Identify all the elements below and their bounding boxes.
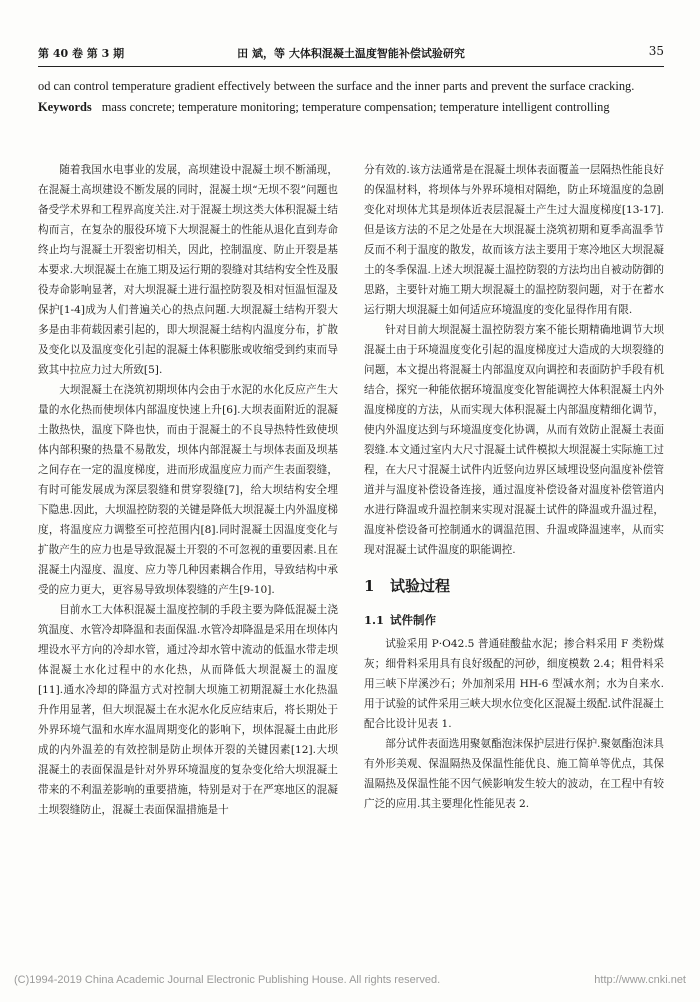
intro-paragraph-4: 分有效的.该方法通常是在混凝土坝体表面覆盖一层隔热性能良好的保温材料，将坝体与外界环境相对隔绝，防止环境温度的急剧变化对坝体尤其是坝体近表层混凝土产生过大温度梯度[13-17].但是该方法的不足之处是在大坝混凝土浇筑初期和夏季高温季节反而不利于温度的散发，故而该方法主要用于寒冷地区大坝混凝土的冬季保温.上述大坝混凝土温控防裂的方法均出自被动防御的思路，主要针对施工期大坝混凝土的温控防裂问题，对于在蓄水运行期大坝混凝土如何适应环境温度的变化显得作用有限. bbox=[364, 164, 664, 316]
section-number: 1 bbox=[364, 577, 375, 595]
keywords-line bbox=[38, 97, 664, 118]
publisher-url[interactable]: http://www.cnki.net bbox=[594, 974, 686, 986]
subsection-number: 1.1 bbox=[364, 613, 385, 627]
intro-paragraph-5: 针对目前大坝混凝土温控防裂方案不能长期精确地调节大坝混凝土由于环境温度变化引起的温度梯度过大造成的大坝裂缝的问题，本文提出将混凝土内部温度双向调控和表面防护手段有机结合，探究一种能依据环境温度变化智能调控大体积混凝土内外温度梯度的方法，从而实现大体积混凝土内部温度精细化调节，使内外温度达到与环境温度变化协调，从而有效防止混凝土表面裂缝.本文通过室内大尺寸混凝土试件模拟大坝混凝土实际施工过程，在大尺寸混凝土试件内近竖向边界区域埋设竖向温度补偿管道并与温度补偿设备连接，通过温度补偿设备对温度补偿管道内水进行降温或升温控制来实现对混凝土试件的降温或升温过程，温度补偿设备可控制通水的调温范围、升温或降温速率，从而实现对混凝土试件温度的职能调控. bbox=[364, 324, 664, 556]
materials-paragraph: 试验采用 P·O42.5 普通硅酸盐水泥；掺合料采用 F 类粉煤灰；细骨料采用具有良好级配的河砂，细度模数 2.4；粗骨料采用三峡下岸溪沙石；外加剂采用 HH-6 型减水剂；水为自来水.用于试验的试件采用三峡大坝水位变化区混凝土级配.试件混凝土配合比设计见表 1. bbox=[364, 638, 664, 730]
journal-issue: 第 40 卷 第 3 期 bbox=[38, 47, 125, 60]
running-title: 田 斌，等 大体积混凝土温度智能补偿试验研究 bbox=[237, 47, 465, 60]
english-abstract bbox=[38, 76, 664, 118]
page-number: 35 bbox=[648, 44, 664, 58]
header-rule bbox=[38, 66, 664, 67]
subsection-title: 试件制作 bbox=[390, 613, 436, 627]
subsection-heading bbox=[364, 610, 664, 630]
intro-paragraph-3: 目前水工大体积混凝土温度控制的手段主要为降低混凝土浇筑温度、水管冷却降温和表面保温.水管冷却降温是采用在坝体内埋设水平方向的冷却水管，通过冷却水管中流动的低温水带走坝体混凝土水化过程中的水化热，从而降低大坝混凝土的温度[11].通水冷却的降温方式对控制大坝施工初期混凝土水化热温升作用显著，但大坝混凝土在水泥水化反应结束后，将长期处于外界环境气温和水库水温周期变化的影响下，坝体混凝土由此形成的内外温差的有效控制是防止坝体开裂的关键因素[12].大坝混凝土的表面保温是针对外界环境温度的复杂变化给大坝混凝土带来的不利温差影响的重要措施，特别是对于在严寒地区的混凝土坝裂缝防止，混凝土表面保温措施是十 bbox=[38, 604, 338, 816]
section-heading bbox=[364, 576, 664, 596]
running-header bbox=[38, 42, 664, 62]
abstract-continuation: od can control temperature gradient effectively between the surface and the inner parts and prevent the surface cracking. bbox=[38, 79, 635, 93]
copyright-notice: (C)1994-2019 China Academic Journal Electronic Publishing House. All rights reserved. bbox=[14, 974, 441, 986]
right-column bbox=[364, 160, 664, 814]
intro-paragraph-1: 随着我国水电事业的发展，高坝建设中混凝土坝不断涌现，在混凝土高坝建设不断发展的同时，混凝土坝“无坝不裂”问题也备受学术界和工程界高度关注.对于混凝土坝这类大体积混凝土结构而言，在复杂的服役环境下大坝混凝土的性能从退化直到寿命终止均与混凝土开裂密切相关，因此，控制温度、防止开裂是基本要求.大坝混凝土在施工期及运行期的裂缝对其结构安全性及服役寿命影响显著，对大坝混凝土进行温控防裂及相对恒温恒湿及保护[1-4]成为人们普遍关心的热点问题.大坝混凝土结构开裂大多是由非荷载因素引起的，即大坝混凝土结构内温度分布，扩散及变化以及温度变化引起的混凝土体积膨胀或收缩受到约束而导致其中拉应力过大所致[5]. bbox=[38, 164, 338, 376]
intro-paragraph-2: 大坝混凝土在浇筑初期坝体内会由于水泥的水化反应产生大量的水化热而使坝体内部温度快速上升[6].大坝表面附近的混凝土散热快，温度下降也快，而由于混凝土的不良导热特性致使坝体内部积聚的热量不易散发，坝体内部混凝土与坝体表面及坝基之间存在一定的温度梯度，进而形成温度应力而产生表面裂缝，有时可能发展成为深层裂缝和贯穿裂缝[7]，给大坝结构安全埋下隐患.因此，大坝温控防裂的关键是降低大坝混凝土内外温度梯度，将温度应力调整至可控范围内[8].同时混凝土因温度变化与扩散产生的应力也是导致混凝土开裂的不可忽视的重要因素.且在混凝土内湿度、温度、应力等几种因素耦合作用，导致结构中承受的应力更大，更容易导致坝体裂缝的产生[9-10]. bbox=[38, 384, 338, 596]
keywords-label: Keywords bbox=[38, 100, 92, 114]
keywords-text: mass concrete; temperature monitoring; temperature compensation; temperature intelligent controlling bbox=[101, 100, 610, 114]
section-title: 试验过程 bbox=[390, 577, 451, 595]
left-column bbox=[38, 160, 338, 820]
page-footer bbox=[14, 970, 686, 992]
insulation-paragraph: 部分试件表面选用聚氨酯泡沫保护层进行保护.聚氨酯泡沫具有外形美观、保温隔热及保温性能优良、施工简单等优点，其保温隔热及保温性能不因气候影响发生较大的波动，在工程中有较广泛的应用.其主要理化性能见表 2. bbox=[364, 738, 664, 810]
